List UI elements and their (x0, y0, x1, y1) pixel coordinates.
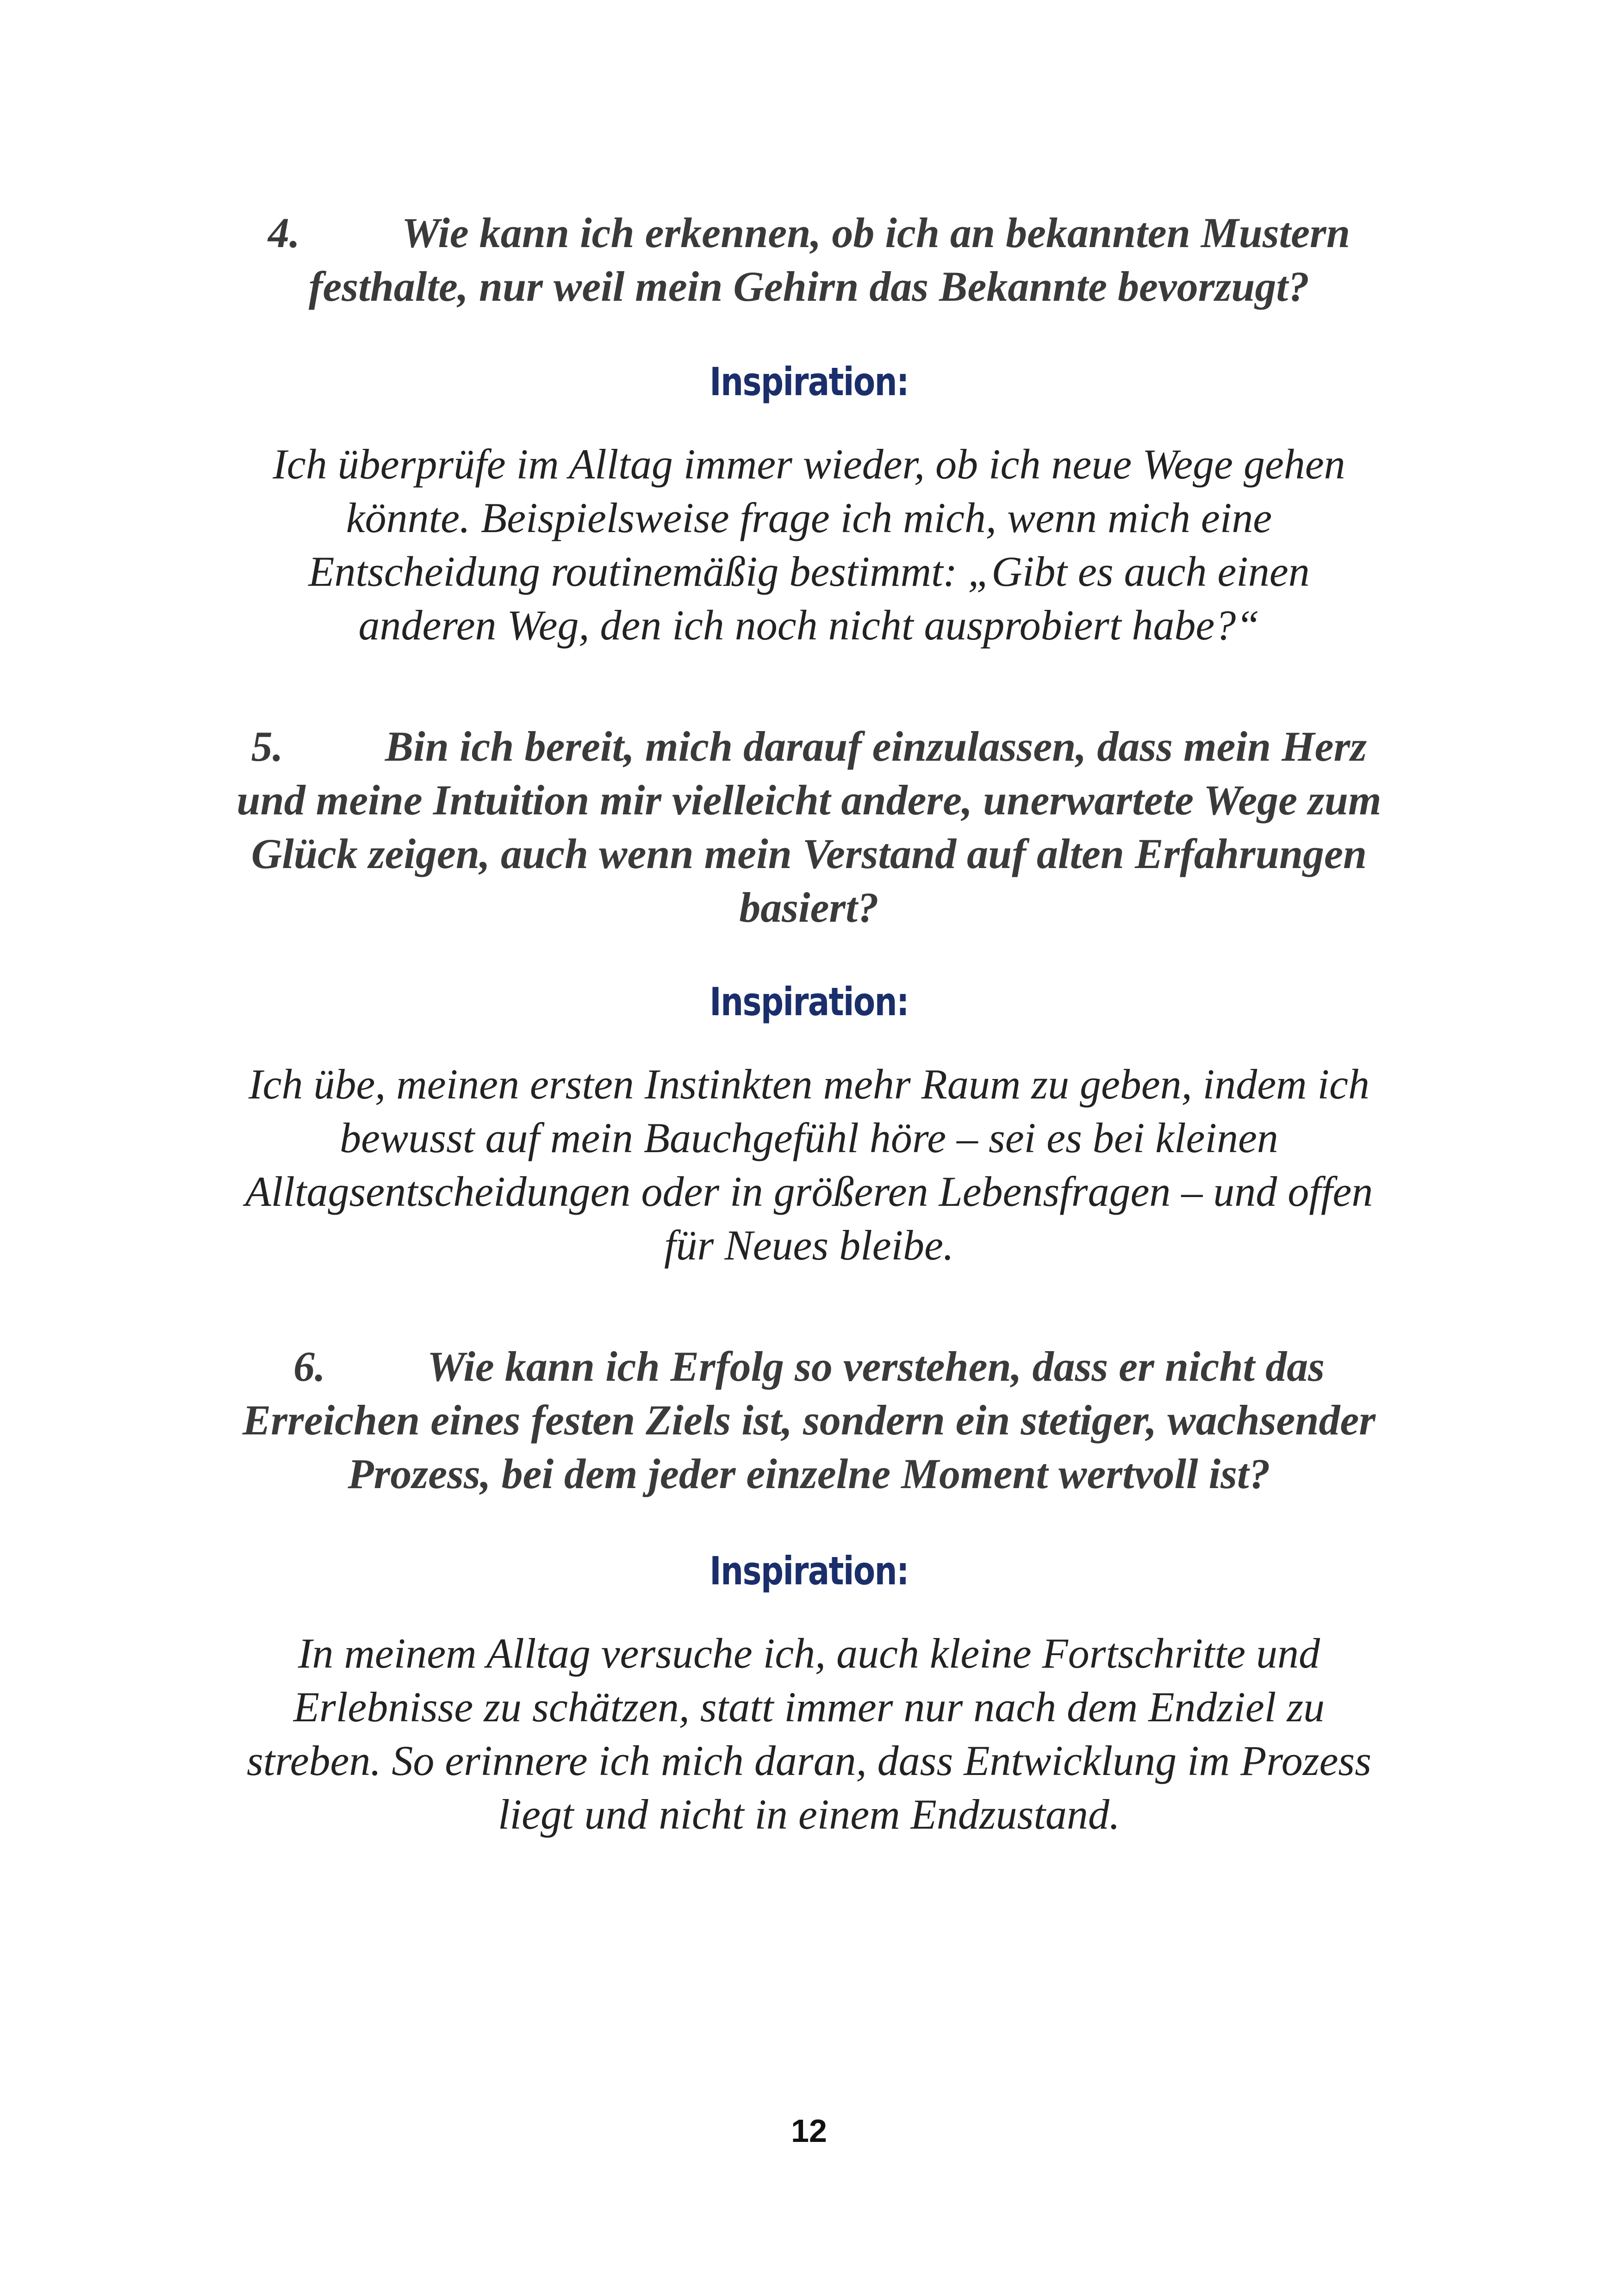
answer-line: bewusst auf mein Bauchgefühl höre – sei es bei kleinen (340, 1114, 1278, 1161)
question-line: 6. Wie kann ich Erfolg so verstehen, dass er nicht das (139, 1340, 1479, 1393)
answer-line: streben. So erinnere ich mich daran, dass Entwicklung im Prozess (246, 1737, 1372, 1784)
question-line: 4. Wie kann ich erkennen, ob ich an bekannten Mustern (139, 206, 1479, 260)
question-line: festhalte, nur weil mein Gehirn das Bekannte bevorzugt? (308, 263, 1310, 310)
question-number: 6. (293, 1343, 325, 1390)
question-line: und meine Intuition mir vielleicht andere, unerwartete Wege zum (236, 776, 1382, 824)
question-line: Erreichen eines festen Ziels ist, sondern ein stetiger, wachsender (242, 1396, 1376, 1444)
answer-line: Alltagsentscheidungen oder in größeren Lebensfragen – und offen (245, 1168, 1373, 1215)
answer-line: könnte. Beispielsweise frage ich mich, wenn mich eine (346, 494, 1272, 541)
question-line: basiert? (739, 884, 879, 931)
question-5 (139, 720, 1479, 934)
page-number: 12 (791, 2113, 827, 2149)
answer-6 (139, 1626, 1479, 1841)
question-line: Glück zeigen, auch wenn mein Verstand auf alten Erfahrungen (251, 830, 1367, 877)
answer-line: Entscheidung routinemäßig bestimmt: „Gibt es auch einen (308, 548, 1310, 595)
answer-5 (139, 1057, 1479, 1272)
answer-4 (139, 437, 1479, 652)
question-4 (139, 206, 1479, 313)
question-6 (139, 1340, 1479, 1501)
inspiration-heading-6: Inspiration: (709, 1548, 909, 1594)
answer-line: liegt und nicht in einem Endzustand. (498, 1791, 1120, 1838)
answer-line: In meinem Alltag versuche ich, auch kleine Fortschritte und (298, 1630, 1320, 1677)
inspiration-heading-5: Inspiration: (709, 979, 909, 1024)
answer-line: Erlebnisse zu schätzen, statt immer nur nach dem Endziel zu (293, 1683, 1325, 1731)
question-line: 5. Bin ich bereit, mich darauf einzulassen, dass mein Herz (139, 720, 1479, 773)
answer-line: Ich übe, meinen ersten Instinkten mehr Raum zu geben, indem ich (248, 1061, 1369, 1108)
question-number: 5. (251, 723, 283, 770)
question-number: 4. (268, 209, 300, 256)
inspiration-heading-4: Inspiration: (709, 359, 909, 404)
answer-line: für Neues bleibe. (664, 1222, 954, 1269)
answer-line: Ich überprüfe im Alltag immer wieder, ob ich neue Wege gehen (273, 441, 1345, 488)
answer-line: anderen Weg, den ich noch nicht ausprobiert habe?“ (358, 602, 1260, 649)
question-line: Prozess, bei dem jeder einzelne Moment wertvoll ist? (348, 1450, 1270, 1497)
